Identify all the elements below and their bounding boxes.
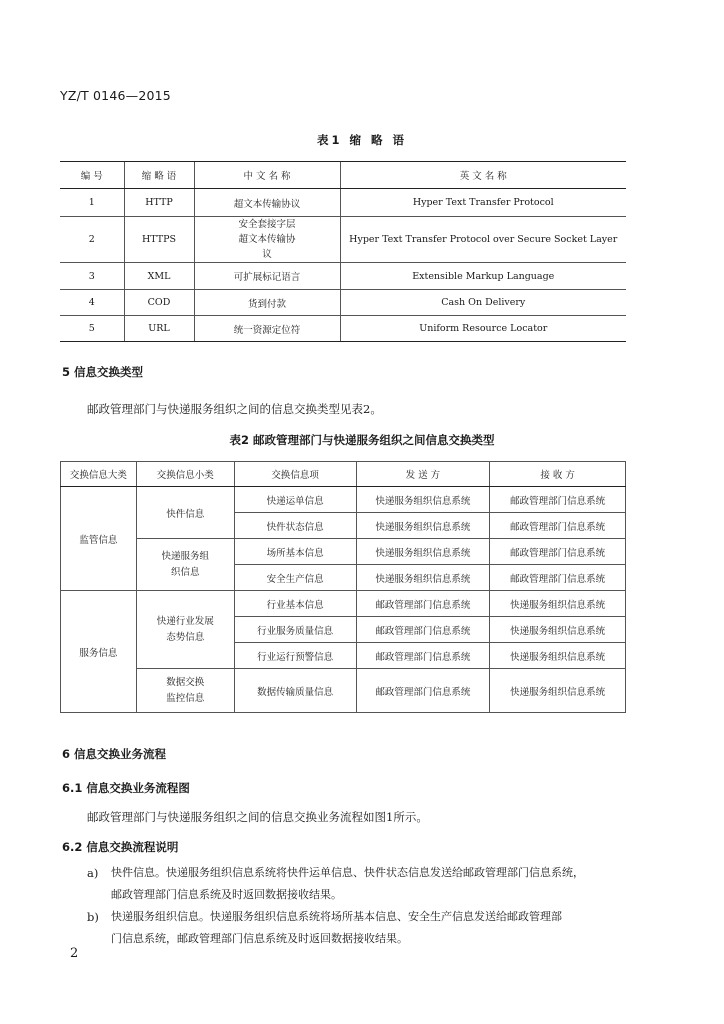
cell-sender: 邮政管理部门信息系统 xyxy=(356,617,490,643)
cell-zh: 货到付款 xyxy=(194,290,340,316)
cell-en: Hyper Text Transfer Protocol xyxy=(340,189,626,217)
cell-zh: 统一资源定位符 xyxy=(194,316,340,342)
section-5-heading: 5 信息交换类型 xyxy=(62,365,144,379)
cell-sender: 邮政管理部门信息系统 xyxy=(356,669,490,713)
table-row xyxy=(60,290,626,316)
cell-abbr: URL xyxy=(124,316,194,342)
table-row xyxy=(60,217,626,263)
col-header: 交换信息大类 xyxy=(61,462,137,487)
cell-abbr: HTTP xyxy=(124,189,194,217)
list-item-line: 快递服务组织信息。快递服务组织信息系统将场所基本信息、安全生产信息发送给邮政管理部 xyxy=(111,910,562,923)
cell-no: 2 xyxy=(60,217,124,263)
col-header: 发 送 方 xyxy=(356,462,490,487)
table-row xyxy=(60,263,626,290)
table-row xyxy=(60,189,626,217)
cell-minor: 快件信息 xyxy=(136,487,234,539)
section-6-1-paragraph: 邮政管理部门与快递服务组织之间的信息交换业务流程如图1所示。 xyxy=(87,810,428,824)
table2-caption: 表2 邮政管理部门与快递服务组织之间信息交换类型 xyxy=(229,433,495,447)
list-item-line: 邮政管理部门信息系统及时返回数据接收结果。 xyxy=(111,888,342,901)
cell-no: 3 xyxy=(60,263,124,290)
list-item-line: 门信息系统，邮政管理部门信息系统及时返回数据接收结果。 xyxy=(111,932,408,945)
cell-abbr: COD xyxy=(124,290,194,316)
col-header: 缩 略 语 xyxy=(124,162,194,189)
list-marker: b) xyxy=(87,910,99,924)
cell-major: 服务信息 xyxy=(61,591,137,713)
cell-item: 数据传输质量信息 xyxy=(234,669,356,713)
cell-receiver: 邮政管理部门信息系统 xyxy=(490,565,626,591)
cell-abbr: XML xyxy=(124,263,194,290)
cell-no: 4 xyxy=(60,290,124,316)
cell-sender: 邮政管理部门信息系统 xyxy=(356,591,490,617)
exchange-type-table xyxy=(60,461,626,713)
cell-abbr: HTTPS xyxy=(124,217,194,263)
section-6-2-heading: 6.2 信息交换流程说明 xyxy=(62,840,179,854)
section-5-paragraph: 邮政管理部门与快递服务组织之间的信息交换类型见表2。 xyxy=(87,402,382,416)
cell-major: 监管信息 xyxy=(61,487,137,591)
cell-no: 1 xyxy=(60,189,124,217)
cell-minor: 数据交换监控信息 xyxy=(136,669,234,713)
cell-en: Extensible Markup Language xyxy=(340,263,626,290)
cell-sender: 快递服务组织信息系统 xyxy=(356,513,490,539)
cell-item: 安全生产信息 xyxy=(234,565,356,591)
cell-item: 场所基本信息 xyxy=(234,539,356,565)
cell-sender: 快递服务组织信息系统 xyxy=(356,539,490,565)
cell-receiver: 快递服务组织信息系统 xyxy=(490,643,626,669)
col-header: 交换信息小类 xyxy=(136,462,234,487)
table-row xyxy=(60,316,626,342)
col-header: 接 收 方 xyxy=(490,462,626,487)
page-number: 2 xyxy=(70,946,79,961)
cell-en: Cash On Delivery xyxy=(340,290,626,316)
cell-receiver: 邮政管理部门信息系统 xyxy=(490,539,626,565)
col-header: 中 文 名 称 xyxy=(194,162,340,189)
cell-item: 快件状态信息 xyxy=(234,513,356,539)
cell-en: Hyper Text Transfer Protocol over Secure Socket Layer xyxy=(340,217,626,263)
cell-en: Uniform Resource Locator xyxy=(340,316,626,342)
cell-item: 快递运单信息 xyxy=(234,487,356,513)
cell-no: 5 xyxy=(60,316,124,342)
cell-receiver: 快递服务组织信息系统 xyxy=(490,617,626,643)
cell-receiver: 邮政管理部门信息系统 xyxy=(490,513,626,539)
table-row xyxy=(61,539,626,565)
cell-item: 行业服务质量信息 xyxy=(234,617,356,643)
section-6-1-heading: 6.1 信息交换业务流程图 xyxy=(62,781,190,795)
cell-receiver: 快递服务组织信息系统 xyxy=(490,591,626,617)
table-header-row xyxy=(60,162,626,189)
cell-minor: 快递服务组织信息 xyxy=(136,539,234,591)
cell-zh: 安全套接字层超文本传输协议 xyxy=(194,217,340,263)
cell-zh: 超文本传输协议 xyxy=(194,189,340,217)
cell-item: 行业基本信息 xyxy=(234,591,356,617)
list-marker: a) xyxy=(87,866,99,880)
list-item-line: 快件信息。快递服务组织信息系统将快件运单信息、快件状态信息发送给邮政管理部门信息系统， xyxy=(111,866,584,879)
cell-sender: 快递服务组织信息系统 xyxy=(356,487,490,513)
cell-item: 行业运行预警信息 xyxy=(234,643,356,669)
table1-caption: 表1 缩 略 语 xyxy=(316,133,407,147)
table-header-row xyxy=(61,462,626,487)
cell-sender: 邮政管理部门信息系统 xyxy=(356,643,490,669)
section-6-heading: 6 信息交换业务流程 xyxy=(62,747,167,761)
cell-minor: 快递行业发展态势信息 xyxy=(136,591,234,669)
col-header: 编 号 xyxy=(60,162,124,189)
table-row xyxy=(61,669,626,713)
cell-receiver: 邮政管理部门信息系统 xyxy=(490,487,626,513)
col-header: 交换信息项 xyxy=(234,462,356,487)
cell-zh: 可扩展标记语言 xyxy=(194,263,340,290)
cell-sender: 快递服务组织信息系统 xyxy=(356,565,490,591)
abbreviation-table xyxy=(60,161,626,342)
standard-number: YZ/T 0146—2015 xyxy=(60,88,171,103)
table-row xyxy=(61,591,626,617)
cell-receiver: 快递服务组织信息系统 xyxy=(490,669,626,713)
col-header: 英 文 名 称 xyxy=(340,162,626,189)
table-row xyxy=(61,487,626,513)
